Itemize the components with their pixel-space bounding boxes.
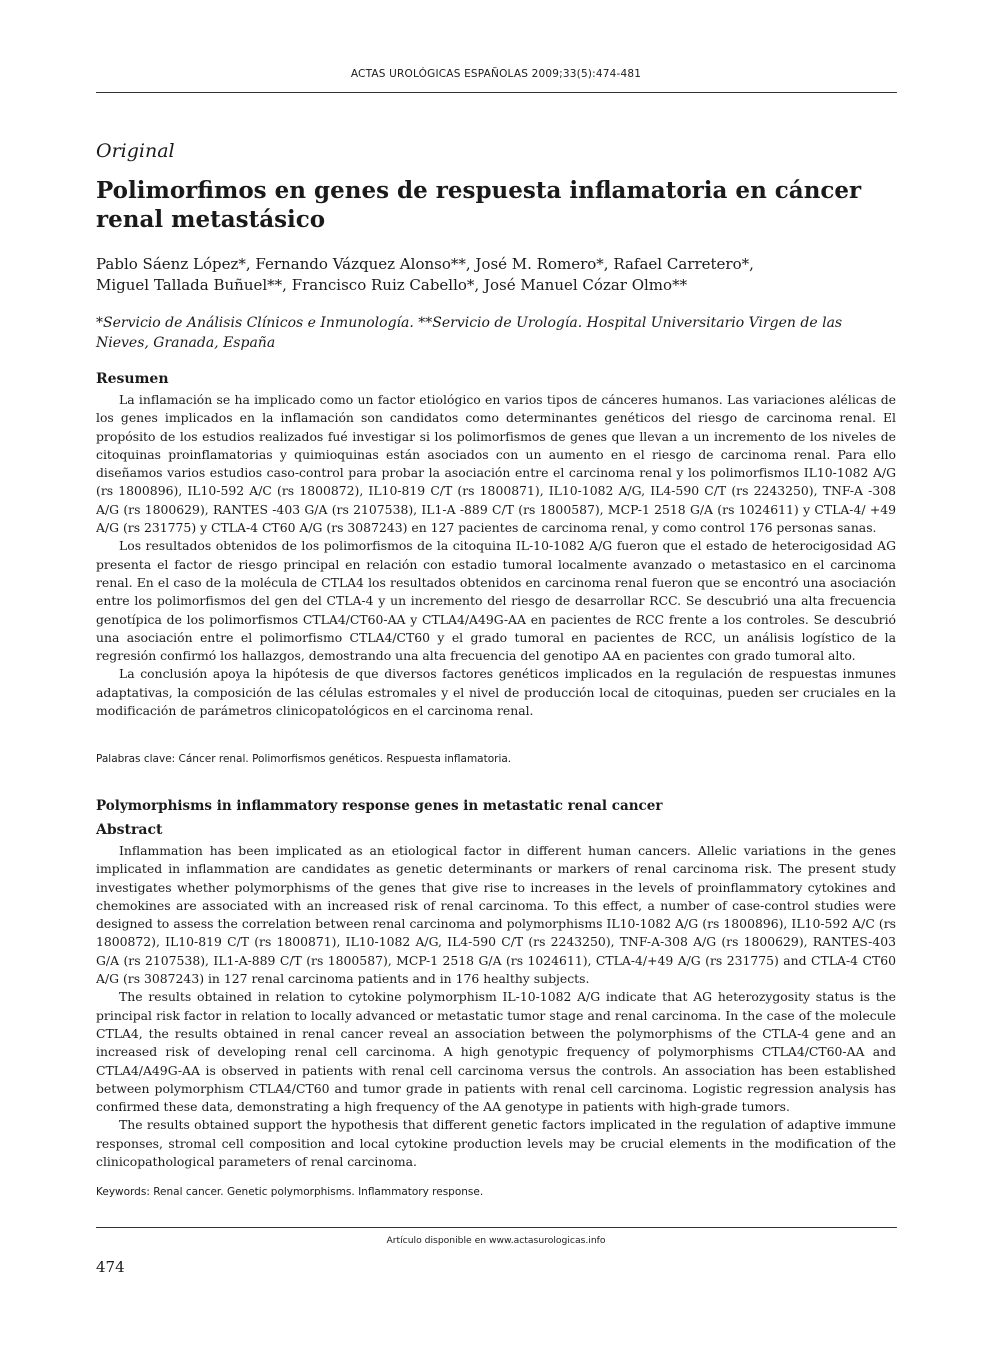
author-line-1: Pablo Sáenz López*, Fernando Vázquez Alonso**, José M. Romero*, Rafael Carretero*, — [96, 255, 754, 273]
palabras-clave: Palabras clave: Cáncer renal. Polimorfismos genéticos. Respuesta inflamatoria. — [96, 753, 512, 765]
page-number: 474 — [96, 1258, 125, 1276]
abstract-paragraph-2: The results obtained in relation to cytokine polymorphism IL-10-1082 A/G indicate that AG heterozygosity status is the principal risk factor in relation to locally advanced or metastatic tumor stage and renal carcinoma. In the case of the molecule CTLA4, the results obtained in renal cancer reveal an association between the polymorphisms of the CTLA-4 gene and an increased risk of developing renal cell carcinoma. A high genotypic frequency of polymorphisms CTLA4/CT60-AA and CTLA4/A49G-AA is observed in patients with renal cell carcinoma versus the controls. An association has been established between polymorphism CTLA4/CT60 and tumor grade in patients with renal cell carcinoma. Logistic regression analysis has confirmed these data, demonstrating a high frequency of the AA genotype in patients with high-grade tumors. — [96, 989, 896, 1115]
affiliation: *Servicio de Análisis Clínicos e Inmunología. **Servicio de Urología. Hospital Universitario Virgen de las Nieves, Granada, España — [96, 315, 843, 351]
abstract-heading: Abstract — [96, 822, 163, 838]
author-line-2: Miguel Tallada Buñuel**, Francisco Ruiz Cabello*, José Manuel Cózar Olmo** — [96, 276, 688, 294]
resumen-paragraph-2: Los resultados obtenidos de los polimorfismos de la citoquina IL-10-1082 A/G fueron que el estado de heterocigosidad AG presenta el factor de riesgo principal en relación con estadio tumoral localmente avanzado o metastasico en el carcinoma renal. En el caso de la molécula de CTLA4 los resultados obtenidos en carcinoma renal fueron que se encontró una asociación entre los polimorfismos del gen del CTLA-4 y un incremento del riesgo de desarrollar RCC. Se descubrió una alta frecuencia genotípica de los polimorfismos CTLA4/CT60-AA y CTLA4/A49G-AA en pacientes de RCC frente a los controles. Se descubrió una asociación entre el polimorfismo CTLA4/CT60 y el grado tumoral en pacientes de RCC, un análisis logístico de la regresión confirmó los hallazgos, demostrando una alta frecuencia del genotipo AA en pacientes con grado tumoral alto. — [96, 538, 896, 664]
footer-rule — [96, 1227, 897, 1228]
article-title: Polimorfimos en genes de respuesta inflamatoria en cáncer renal metastásico — [96, 177, 862, 233]
keywords: Keywords: Renal cancer. Genetic polymorphisms. Inflammatory response. — [96, 1186, 484, 1198]
header-rule — [96, 92, 897, 93]
resumen-paragraph-1: La inflamación se ha implicado como un factor etiológico en varios tipos de cánceres humanos. Las variaciones alélicas de los genes implicados en la inflamación son candidatos como determinantes genéticos del riesgo de carcinoma renal. El propósito de los estudios realizados fué investigar si los polimorfismos de genes que llevan a un incremento de los niveles de citoquinas proinflamatorias y quimioquinas están asociados con un aumento en el riesgo de carcinoma renal. Para ello diseñamos varios estudios caso-control para probar la asociación entre el carcinoma renal y los polimorfismos IL10-1082 A/G (rs 1800896), IL10-592 A/C (rs 1800872), IL10-819 C/T (rs 1800871), IL10-1082 A/G, IL4-590 C/T (rs 2243250), TNF-A -308 A/G (rs 1800629), RANTES -403 G/A (rs 2107538), IL1-A -889 C/T (rs 1800587), MCP-1 2518 G/A (rs 1024611) y CTLA-4/ +49 A/G (rs 231775) y CTLA-4 CT60 A/G (rs 3087243) en 127 pacientes de carcinoma renal, y como control 176 personas sanas. — [96, 392, 896, 536]
abstract-paragraph-1: Inflammation has been implicated as an etiological factor in different human cancers. Allelic variations in the genes implicated in inflammation are candidates as genetic determinants or markers of renal carcinoma risk. The present study investigates whether polymorphisms of the genes that give rise to increases in the levels of proinflammatory cytokines and chemokines are associated with an increased risk of renal carcinoma. To this effect, a number of case-control studies were designed to assess the correlation between renal carcinoma and polymorphisms IL10-1082 A/G (rs 1800896), IL10-592 A/C (rs 1800872), IL10-819 C/T (rs 1800871), IL10-1082 A/G, IL4-590 C/T (rs 2243250), TNF-A-308 A/G (rs 1800629), RANTES-403 G/A (rs 2107538), IL1-A-889 C/T (rs 1800587), MCP-1 2518 G/A (rs 1024611), CTLA-4/+49 A/G (rs 231775) and CTLA-4 CT60 A/G (rs 3087243) in 127 renal carcinoma patients and in 176 healthy subjects. — [96, 843, 896, 987]
resumen-section — [96, 371, 896, 720]
resumen-heading: Resumen — [96, 371, 169, 387]
abstract-section — [96, 822, 896, 1171]
journal-citation-header: ACTAS UROLÓGICAS ESPAÑOLAS 2009;33(5):474-481 — [350, 68, 642, 80]
section-label: Original — [96, 140, 175, 162]
abstract-paragraph-3: The results obtained support the hypothesis that different genetic factors implicated in the regulation of adaptive immune responses, stromal cell composition and local cytokine production levels may be crucial elements in the modification of the clinicopathological parameters of renal carcinoma. — [96, 1117, 896, 1170]
english-title: Polymorphisms in inflammatory response genes in metastatic renal cancer — [96, 798, 663, 814]
resumen-paragraph-3: La conclusión apoya la hipótesis de que diversos factores genéticos implicados en la regulación de respuestas inmunes adaptativas, la composición de las células estromales y el nivel de producción local de citoquinas, pueden ser cruciales en la modificación de parámetros clinicopatológicos en el carcinoma renal. — [96, 666, 896, 719]
availability-note: Artículo disponible en www.actasurologicas.info — [386, 1235, 606, 1246]
author-list — [96, 254, 896, 296]
